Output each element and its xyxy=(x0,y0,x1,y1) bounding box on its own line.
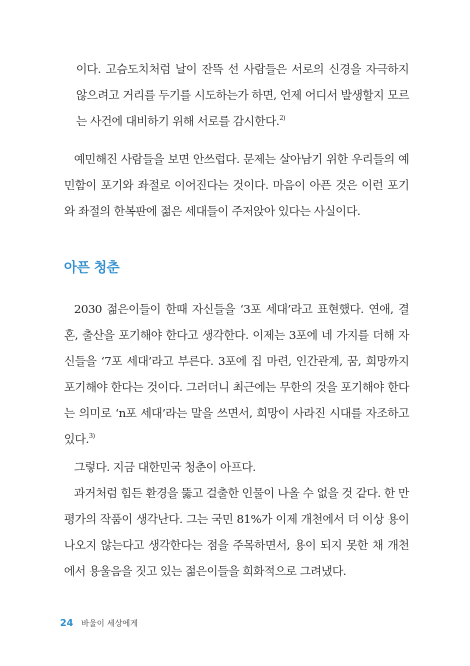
quote-block xyxy=(64,56,409,134)
body-paragraph: 과거처럼 힘든 환경을 뚫고 걸출한 인물이 나올 수 없을 것 같다. 한 만평가의 작품이 생각난다. 그는 국민 81%가 이제 개천에서 더 이상 용이 나오지 않는다고 생각한다는 점을 주목하면서, 용이 되지 못한 채 개천에서 용울음을 짓고 있는 젊은이들을 희화적으로 그려냈다. xyxy=(64,486,409,578)
body-block-1 xyxy=(64,146,409,224)
body-block-3 xyxy=(64,454,409,584)
quote-paragraph xyxy=(76,56,409,134)
body-paragraph: 그렇다. 지금 대한민국 청춘이 아프다. xyxy=(74,460,256,474)
paragraph-text: 2030 젊은이들이 한때 자신들을 ‘3포 세대’라고 표현했다. 연애, 결혼, 출산을 포기해야 한다고 생각한다. 이제는 3포에 네 가지를 더해 자신들을 ‘7포 세대’라고 부른다. 3포에 집 마련, 인간관계, 꿈, 희망까지 포기해야 한다는 것이다. 그러더니 최근에는 무한의 것을 포기해야 한다는 의미로 ‘n포 세대’라는 말을 쓰면서, 희망이 사라진 시대를 자조하고 있다. xyxy=(64,302,409,446)
running-title: 바울이 세상에게 xyxy=(81,619,138,628)
footnote-marker: 2) xyxy=(279,114,286,122)
body-paragraph: 예민해진 사람들을 보면 안쓰럽다. 문제는 살아남기 위한 우리들의 예민함이 포기와 좌절로 이어진다는 것이다. 마음이 아픈 것은 이런 포기와 좌절의 한복판에 젊은 세대들이 주저앉아 있다는 사실이다. xyxy=(64,152,409,218)
section-heading: 아픈 청춘 xyxy=(64,260,120,276)
page-number: 24 xyxy=(60,618,74,629)
footnote-marker: 3) xyxy=(88,432,95,440)
quote-text: 이다. 고슴도치처럼 날이 잔뜩 선 사람들은 서로의 신경을 자극하지 않으려고 거리를 두기를 시도하는가 하면, 언제 어디서 발생할지 모르는 사건에 대비하기 위해 서로를 감시한다. xyxy=(76,62,409,128)
body-block-2 xyxy=(64,296,409,452)
page-footer xyxy=(60,618,138,629)
body-paragraph xyxy=(64,296,409,452)
